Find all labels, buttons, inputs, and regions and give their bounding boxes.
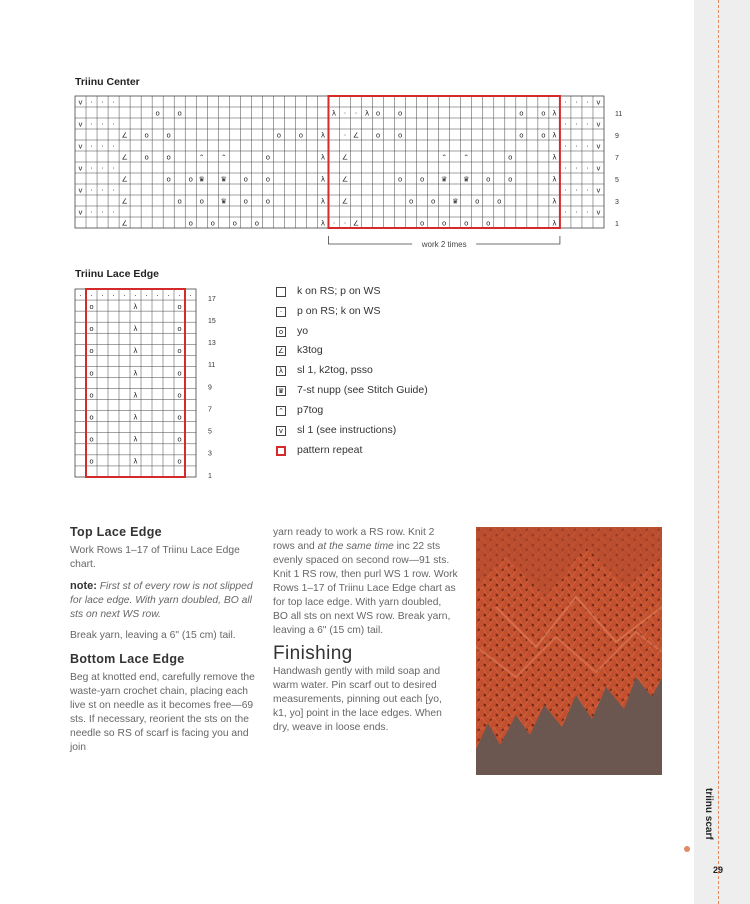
stitch-symbol: o xyxy=(243,197,248,206)
row-number: 5 xyxy=(615,176,619,184)
stitch-symbol: ∠ xyxy=(121,175,128,184)
text-run: yarn ready to work a RS row. Knit 2 rows and xyxy=(273,527,435,552)
slip-stitch-icon: v xyxy=(276,426,286,436)
italic-run: at the same time xyxy=(317,541,394,552)
stitch-symbol: ∠ xyxy=(121,197,128,206)
stitch-symbol: ⌃ xyxy=(198,153,205,162)
stitch-symbol: o xyxy=(541,131,546,140)
stitch-symbol: o xyxy=(166,131,171,140)
stitch-symbol: ⌃ xyxy=(220,153,227,162)
slip-stitch-icon: v xyxy=(596,208,601,217)
legend-label: sl 1, k2tog, psso xyxy=(297,364,373,376)
stitch-symbol: o xyxy=(243,175,248,184)
purl-dot-icon: · xyxy=(564,208,567,217)
purl-dot-icon: · xyxy=(101,120,104,129)
stitch-symbol: ⌃ xyxy=(463,153,470,162)
slip-stitch-icon: v xyxy=(596,98,601,107)
purl-dot-icon: · xyxy=(564,98,567,107)
sk2p-icon: λ xyxy=(133,413,138,422)
text-column-2 xyxy=(273,526,458,742)
stitch-symbol: o xyxy=(210,219,215,228)
p7tog-icon: ⌃ xyxy=(276,406,286,416)
stitch-symbol: o xyxy=(464,219,469,228)
purl-dot-icon: · xyxy=(575,142,578,151)
sk2p-icon: λ xyxy=(133,325,138,334)
pattern-repeat-box xyxy=(86,289,185,477)
stitch-symbol: o xyxy=(265,197,271,206)
purl-dot-icon: · xyxy=(575,208,578,217)
slip-stitch-icon: v xyxy=(596,142,601,151)
stitch-symbol: λ xyxy=(320,131,326,140)
stitch-symbol: o xyxy=(486,219,491,228)
stitch-symbol: o xyxy=(177,109,182,118)
stitch-symbol: o xyxy=(442,219,447,228)
k3tog-icon: ∠ xyxy=(277,347,285,355)
stitch-symbol: ♛ xyxy=(198,175,205,184)
purl-dot-icon: · xyxy=(134,291,137,300)
stitch-symbol: ∠ xyxy=(121,219,128,228)
sk2p-icon: λ xyxy=(133,302,138,311)
purl-dot-icon: · xyxy=(112,208,115,217)
stitch-symbol: λ xyxy=(320,197,326,206)
center-chart-grid xyxy=(75,96,622,249)
purl-dot-icon: · xyxy=(112,98,115,107)
paragraph: Beg at knotted end, carefully remove the waste-yarn crochet chain, placing each live st on needle as it becomes free—69 sts. If necessary, reorient the sts on the needle so RS of scarf is facing you and join xyxy=(70,672,255,753)
purl-dot-icon: · xyxy=(90,291,93,300)
sk2p-icon: λ xyxy=(133,347,138,356)
heading-top-lace-edge: Top Lace Edge xyxy=(70,525,162,539)
purl-dot-icon: · xyxy=(575,98,578,107)
slip-stitch-icon: v xyxy=(78,98,83,107)
yarn-over-icon: o xyxy=(89,457,94,466)
stitch-symbol: o xyxy=(475,197,480,206)
stitch-symbol: o xyxy=(519,131,524,140)
purl-dot-icon: · xyxy=(123,291,126,300)
stitch-symbol: o xyxy=(541,109,546,118)
stitch-symbol: λ xyxy=(552,131,557,140)
purl-dot-icon: · xyxy=(156,291,159,300)
stitch-symbol: o xyxy=(397,109,403,118)
text-run: inc 22 sts evenly spaced on second row—91 sts. Knit 1 RS row, then purl WS 1 row. Work Rows 1–17 of Triinu Lace Edge chart as for top lace edge. With yarn doubled, BO all sts on next WS row. Break yarn, leaving a 6" (15 cm) tail. xyxy=(273,541,458,636)
purl-dot-icon: · xyxy=(112,291,115,300)
purl-dot-icon: · xyxy=(90,98,93,107)
stitch-symbol: o xyxy=(199,197,204,206)
yarn-over-icon: o xyxy=(89,391,94,400)
stitch-symbol: ♛ xyxy=(220,197,227,206)
stitch-symbol: ♛ xyxy=(220,175,227,184)
yarn-over-icon: o xyxy=(89,413,94,422)
yarn-over-icon: o xyxy=(89,325,94,334)
purl-dot-icon: · xyxy=(90,164,93,173)
blank-square-icon xyxy=(276,287,286,297)
purl-dot-icon: · xyxy=(90,208,93,217)
purl-dot-icon: · xyxy=(101,208,104,217)
purl-dot-icon: · xyxy=(90,186,93,195)
sk2p-icon: λ xyxy=(133,457,138,466)
stitch-symbol: o xyxy=(232,219,237,228)
stitch-symbol: o xyxy=(397,175,403,184)
purl-dot-icon: · xyxy=(101,142,104,151)
stitch-symbol: o xyxy=(188,219,193,228)
stitch-symbol: λ xyxy=(552,197,557,206)
row-number: 9 xyxy=(615,132,619,140)
note-label: note: xyxy=(70,580,97,592)
purl-dot-icon: · xyxy=(101,186,104,195)
stitch-symbol: o xyxy=(420,175,425,184)
stitch-symbol: · xyxy=(343,109,347,118)
stitch-symbol: ∠ xyxy=(341,197,349,206)
slip-stitch-icon: v xyxy=(596,164,601,173)
purl-dot-icon: · xyxy=(101,98,104,107)
legend-label: k on RS; p on WS xyxy=(297,285,381,297)
legend-label: p on RS; k on WS xyxy=(297,305,381,317)
yarn-over-icon: o xyxy=(177,391,182,400)
purl-dot-icon: · xyxy=(586,142,589,151)
stitch-symbol: o xyxy=(188,175,193,184)
yarn-over-icon: o xyxy=(177,325,182,334)
stitch-symbol: λ xyxy=(320,219,326,228)
stitch-symbol: ⌃ xyxy=(441,153,448,162)
yarn-over-icon: o xyxy=(177,369,182,378)
scarf-photo xyxy=(476,527,662,775)
paragraph: Break yarn, leaving a 6" (15 cm) tail. xyxy=(70,630,236,641)
legend-label: sl 1 (see instructions) xyxy=(297,424,397,436)
repeat-caption: work 2 times xyxy=(421,240,467,249)
stitch-symbol: o xyxy=(276,131,282,140)
legend-label: p7tog xyxy=(297,404,324,416)
lace-edge-chart-grid xyxy=(75,289,216,480)
paragraph xyxy=(273,526,458,638)
row-number: 15 xyxy=(208,317,216,325)
stitch-symbol: ♛ xyxy=(463,175,470,184)
sk2p-icon: λ xyxy=(133,391,138,400)
slip-stitch-icon: v xyxy=(78,142,83,151)
stitch-symbol: λ xyxy=(552,175,557,184)
note-text: First st of every row is not slipped for lace edge. With yarn doubled, BO all sts on next WS row. xyxy=(70,581,253,620)
nupp-icon: ♛ xyxy=(277,387,285,395)
stitch-symbol: λ xyxy=(320,153,326,162)
stitch-symbol: λ xyxy=(364,109,370,118)
stitch-symbol: ∠ xyxy=(121,153,128,162)
stitch-symbol: o xyxy=(497,197,502,206)
chart-title-lace-edge: Triinu Lace Edge xyxy=(75,268,160,280)
stitch-symbol: o xyxy=(375,131,381,140)
purl-dot-icon: · xyxy=(575,120,578,129)
sk2p-icon: λ xyxy=(133,435,138,444)
stitch-symbol: o xyxy=(298,131,304,140)
stitch-symbol: o xyxy=(177,197,182,206)
yarn-over-icon: o xyxy=(177,413,182,422)
slip-stitch-icon: v xyxy=(78,120,83,129)
note-paragraph xyxy=(70,579,260,622)
purl-dot-icon: · xyxy=(586,164,589,173)
row-number: 3 xyxy=(615,198,619,206)
sk2p-icon: λ xyxy=(133,369,138,378)
purl-dot-icon: · xyxy=(112,142,115,151)
purl-dot-icon: · xyxy=(145,291,148,300)
row-number: 7 xyxy=(208,406,212,414)
stitch-symbol: o xyxy=(155,109,160,118)
stitch-symbol: λ xyxy=(552,219,557,228)
yarn-over-icon: o xyxy=(177,302,182,311)
row-number: 3 xyxy=(208,450,212,458)
row-number: 9 xyxy=(208,384,212,392)
chart-title-center: Triinu Center xyxy=(75,76,140,88)
stitch-symbol: o xyxy=(265,153,271,162)
purl-dot-icon: · xyxy=(586,120,589,129)
dot-square-icon: · xyxy=(276,307,286,317)
paragraph: Handwash gently with mild soap and warm water. Pin scarf out to desired measurements, pinning out each [yo, k1, yo] point in the lace edges. When dry, weave in loose ends. xyxy=(273,666,442,733)
row-number: 7 xyxy=(615,154,619,162)
purl-dot-icon: · xyxy=(586,186,589,195)
page-number: 29 xyxy=(713,865,724,875)
paragraph: Work Rows 1–17 of Triinu Lace Edge chart. xyxy=(70,545,240,570)
purl-dot-icon: · xyxy=(101,164,104,173)
purl-dot-icon: · xyxy=(575,164,578,173)
row-number: 1 xyxy=(208,472,212,480)
stitch-symbol: o xyxy=(408,197,414,206)
row-number: 11 xyxy=(615,110,623,118)
text-column-1 xyxy=(70,525,260,762)
stitch-symbol: ♛ xyxy=(441,175,448,184)
stitch-symbol: o xyxy=(519,109,524,118)
stitch-symbol: o xyxy=(486,175,491,184)
stitch-symbol: · xyxy=(332,219,336,228)
row-number: 11 xyxy=(208,362,216,370)
slip-stitch-icon: v xyxy=(596,120,601,129)
yarn-over-icon: o xyxy=(177,347,182,356)
stitch-symbol: ∠ xyxy=(352,219,360,228)
purl-dot-icon: · xyxy=(564,164,567,173)
purl-dot-icon: · xyxy=(112,186,115,195)
yarn-over-icon: o xyxy=(89,347,94,356)
legend-label: yo xyxy=(297,325,309,337)
purl-dot-icon: · xyxy=(112,164,115,173)
purl-dot-icon: · xyxy=(90,120,93,129)
yarn-over-icon: o xyxy=(89,435,94,444)
slip-stitch-icon: v xyxy=(78,208,83,217)
row-number: 17 xyxy=(208,295,216,303)
stitch-symbol: o xyxy=(144,153,149,162)
purl-dot-icon: · xyxy=(167,291,170,300)
stitch-symbol: o xyxy=(254,219,259,228)
stitch-symbol: λ xyxy=(331,109,337,118)
purl-dot-icon: · xyxy=(564,186,567,195)
stitch-symbol: λ xyxy=(320,175,326,184)
stitch-symbol: o xyxy=(144,131,149,140)
stitch-symbol: λ xyxy=(552,109,557,118)
stitch-symbol: o xyxy=(397,131,403,140)
sk2p-icon: λ xyxy=(276,366,286,376)
stitch-symbol: · xyxy=(343,131,347,140)
purl-dot-icon: · xyxy=(178,291,181,300)
stitch-symbol: o xyxy=(420,219,425,228)
slip-stitch-icon: v xyxy=(78,186,83,195)
legend-label: 7-st nupp (see Stitch Guide) xyxy=(297,384,428,396)
legend-label: pattern repeat xyxy=(297,444,363,456)
pattern-repeat-icon xyxy=(276,446,286,456)
stitch-symbol: o xyxy=(508,153,513,162)
stitch-symbol: · xyxy=(354,109,358,118)
stitch-symbol: ∠ xyxy=(352,131,360,140)
yarn-over-icon: o xyxy=(276,327,286,337)
purl-dot-icon: · xyxy=(586,208,589,217)
purl-dot-icon: · xyxy=(586,98,589,107)
purl-dot-icon: · xyxy=(90,142,93,151)
slip-stitch-icon: v xyxy=(596,186,601,195)
stitch-symbol: o xyxy=(431,197,436,206)
grid-frame xyxy=(75,289,196,477)
stitch-symbol: ♛ xyxy=(452,197,459,206)
stitch-symbol: ∠ xyxy=(341,175,349,184)
stitch-symbol: o xyxy=(166,175,171,184)
stitch-symbol: ∠ xyxy=(341,153,349,162)
row-number: 13 xyxy=(208,340,216,348)
purl-dot-icon: · xyxy=(79,291,82,300)
running-title: triinu scarf xyxy=(703,788,714,840)
row-number: 5 xyxy=(208,428,212,436)
stitch-symbol: · xyxy=(343,219,347,228)
stitch-symbol: ∠ xyxy=(121,131,128,140)
yarn-over-icon: o xyxy=(177,457,182,466)
slip-stitch-icon: v xyxy=(78,164,83,173)
purl-dot-icon: · xyxy=(564,120,567,129)
stitch-symbol: o xyxy=(508,175,513,184)
heading-finishing: Finishing xyxy=(273,643,353,664)
purl-dot-icon: · xyxy=(101,291,104,300)
row-number: 1 xyxy=(615,220,619,228)
yarn-over-icon: o xyxy=(89,369,94,378)
stitch-symbol: o xyxy=(265,175,271,184)
yarn-over-icon: o xyxy=(89,302,94,311)
purl-dot-icon: · xyxy=(575,186,578,195)
purl-dot-icon: · xyxy=(112,120,115,129)
scarf-illustration xyxy=(476,527,662,775)
stitch-symbol: λ xyxy=(552,153,557,162)
purl-dot-icon: · xyxy=(189,291,192,300)
stitch-symbol: o xyxy=(166,153,171,162)
purl-dot-icon: · xyxy=(564,142,567,151)
stitch-symbol: o xyxy=(375,109,381,118)
legend-label: k3tog xyxy=(297,344,323,356)
yarn-over-icon: o xyxy=(177,435,182,444)
heading-bottom-lace-edge: Bottom Lace Edge xyxy=(70,652,185,666)
